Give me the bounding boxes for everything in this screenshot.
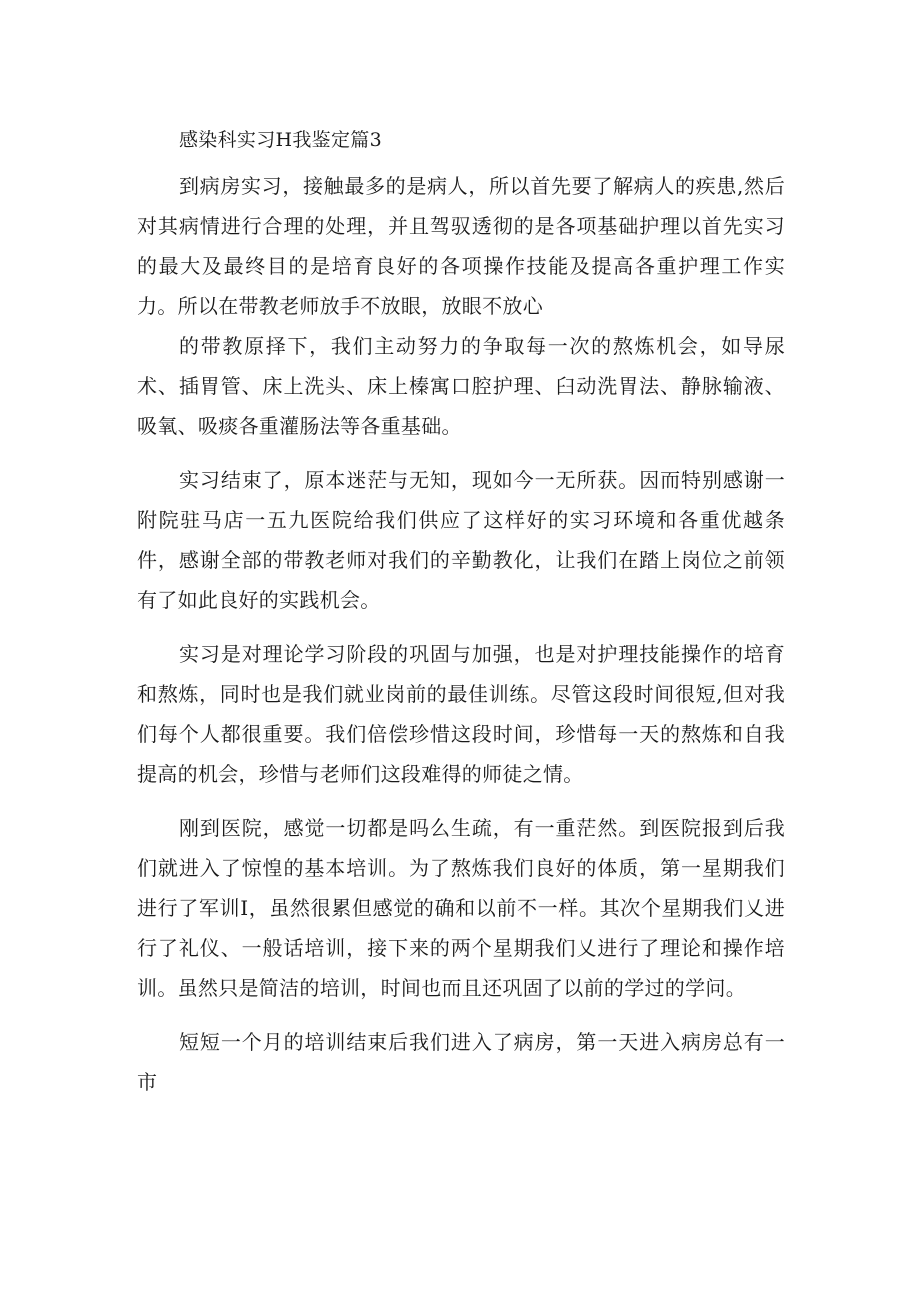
paragraph-5: 刚到医院，感觉一切都是吗么生疏，有一重茫然。到医院报到后我们就进入了惊惶的基本培训。为了熬炼我们良好的体质，第一星期我们进行了军训I，虽然很累但感觉的确和以前不一样。其次个星期我们乂进行了礼仪、一般话培训，接下来的两个星期我们乂进行了理论和操作培训。虽然只是简洁的培训，时间也而且还巩固了以前的学过的学问。 bbox=[137, 816, 785, 1000]
paragraph-1: 到病房实习，接触最多的是病人，所以首先要了解病人的疾患,然后对其病情进行合理的处理，并且驾驭透彻的是各项基础护理以首先实习的最大及最终目的是培育良好的各项操作技能及提高各重护理工作实力。所以在带教老师放手不放眼，放眼不放心 bbox=[137, 174, 785, 318]
paragraph-6: 短短一个月的培训结束后我们进入了病房，第一天进入病房总有一市 bbox=[137, 1030, 785, 1094]
document-body bbox=[137, 120, 785, 1102]
paragraph-2: 的带教原择下，我们主动努力的争取每一次的熬炼机会，如导尿术、插胃管、床上洗头、床上榛寓口腔护理、臼动洗胃法、静脉输液、吸氧、吸痰各重灌肠法等各重基础。 bbox=[137, 334, 785, 438]
paragraph-4: 实习是对理论学习阶段的巩固与加强，也是对护理技能操作的培育和熬炼，同时也是我们就业岗前的最佳训练。尽管这段时间很短,但对我们每个人都很重要。我们倍偿珍惜这段时间，珍惜每一天的熬炼和自我提高的机会，珍惜与老师们这段难得的师徒之情。 bbox=[137, 642, 785, 786]
paragraph-3: 实习结束了，原本迷茫与无知，现如今一无所获。因而特别感谢一附院驻马店一五九医院给我们供应了这样好的实习环境和各重优越条件，感谢全部的带教老师对我们的辛勤教化，让我们在踏上岗位之前领有了如此良好的实践机会。 bbox=[137, 468, 785, 612]
document-title: 感染科实习H我鉴定篇3 bbox=[179, 129, 382, 151]
